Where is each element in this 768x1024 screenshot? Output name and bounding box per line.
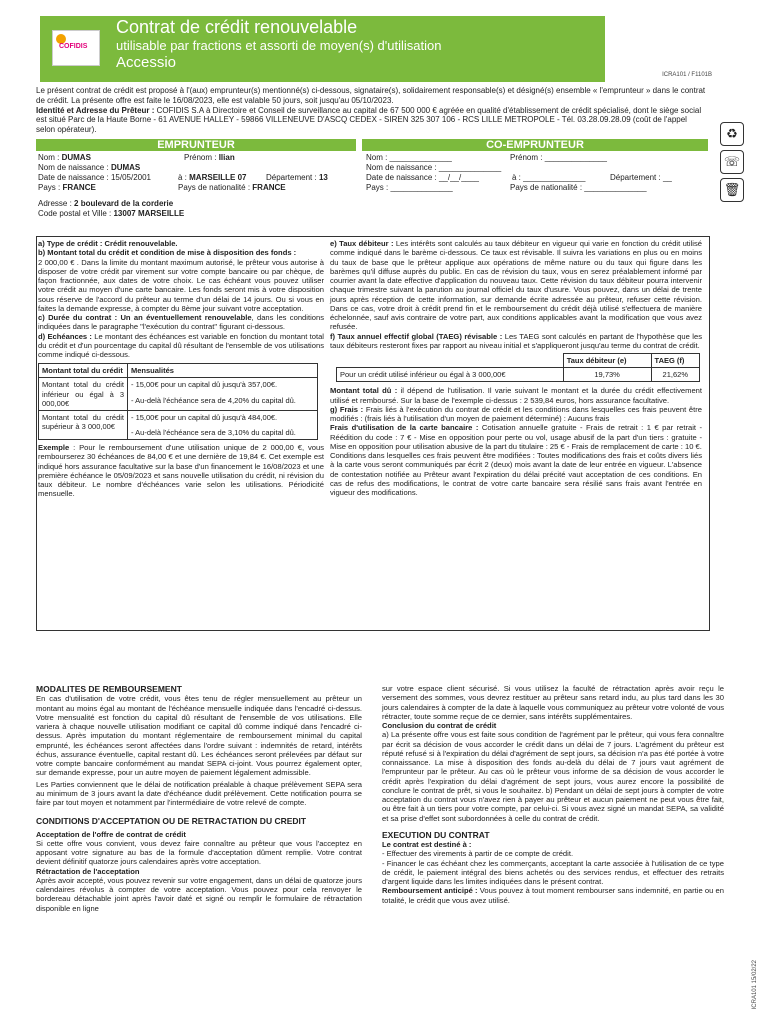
installments-header-amount: Montant total du crédit	[39, 364, 128, 378]
borrower-band: EMPRUNTEUR	[36, 139, 356, 151]
installments-header-monthly: Mensualités	[128, 364, 318, 378]
footer-code: ICRA101 15/02/22	[752, 960, 758, 1010]
lower-left-column: MODALITES DE REMBOURSEMENT En cas d'utilisation de votre crédit, vous êtes tenu de régler mensuellement au prêteur un montant au moins égal au montant de l'échéance mensuelle indiquée dans l'encadré ci-dessus. Votre mensualité est fonction du capital dû résultant de l'ensemble de vos utilisations. Elle variera à chaque nouvelle utilisation modifiant ce capital dû comme indiqué dans l'encadré ci-dessus. Après imputation du montant réglementaire de remboursement minimal du capital emprunté, les échéances seront affectées dans l'ordre suivant : indemnités de retard, intérêts échus, assurance éventuelle, capital restant dû. Les échéances seront prélevées par défaut sur votre compte bancaire conformément au mandat SEPA ci-joint. Vous pourrez également opter, sur demande expresse, pour un autre moyen de paiement légalement admissible. Les Parties conviennent que le délai de notification préalable à chaque prélèvement SEPA sera au minimum de 3 jours avant la date d'échéance dudit prélèvement. Cette notification pourra se faire par tout moyen et notamment par l'intermédiaire de votre relevé de compte. CONDITIONS D'ACCEPTATION OU DE RETRACTATION DU CREDIT Acceptation de l'offre de contrat de crédit Si cette offre vous convient, vous devez faire connaître au prêteur que vous l'acceptez en apposant votre signature au bas de la formule d'acceptation dûment remplie. Votre contrat devient définitif quatorze jours calendaires après votre acceptation. Rétractation de l'acceptation Après avoir accepté, vous pouvez revenir sur votre engagement, dans un délai de quatorze jours calendaires révolus à compter de votre acceptation. Vous pouvez pour cela renvoyer le bordereau détachable joint après l'avoir daté et signé ou remplir le formulaire de rétractation disponible en ligne	[36, 684, 362, 913]
intro-text: Le présent contrat de crédit est proposé à l'(aux) emprunteur(s) mentionné(s) ci-dessous, signataire(s), solidairement responsable(s) et désigné(s) ensemble « l'emprunteur » dans le contrat de crédit. La présente offre est faite le 16/08/2023, elle est valable 50 jours, soit jusqu'au 05/10/2023. Identité et Adresse du Prêteur : COFIDIS S.A à Directoire et Conseil de surveillance au capital de 67 500 000 € agréée en qualité d'établissement de crédit spécialisé, dont le siège social est situé Parc de la Haute Borne - 61 AVENUE HALLEY - 59866 VILLENEUVE D'ASCQ CEDEX - SIREN 325 307 106 - RCS LILLE METROPOLE - Tél. 03.28.09.28.09 (coût de l'appel selon opérateur).	[36, 86, 706, 134]
credit-left-column: a) Type de crédit : Crédit renouvelable. b) Montant total du crédit et condition de mise à disposition des fonds : 2 000,00 € . Dans la limite du montant maximum autorisé, le prêteur vous autorise à disposer de votre crédit par virement sur votre compte bancaire ou par chèque, de façon fractionnée, aux dates de votre choix. Le cas échéant vous pouvez utiliser votre crédit au moyen d'une carte bancaire. Les fonds seront mis à votre disposition sous réserve de l'accord du prêteur au terme d'un délai de 14 jours. Ou si vous en faites la demande expresse, à compter du 8ème jour suivant votre acceptation. c) Durée du contrat : Un an éventuellement renouvelable, dans les conditions indiquées dans le paragraphe "l'exécution du contrat" figurant ci-dessous. d) Echéances : Le montant des échéances est variable en fonction du montant total du crédit et d'un pourcentage du capital dû résultant de l'ensemble de vos utilisations comme indiqué ci-dessous. Montant total du crédit Mensualités Montant total du crédit inférieur ou égal à 3 000,00€ - 15,00€ pour un capital dû jusqu'à 357,00€. - Au-delà l'échéance sera de 4,20% du capital dû. Montant total du crédit supérieur à 3 000,00€ - 15,00€ pour un capital dû jusqu'à 484,00€. - Au-delà l'échéance sera de 3,10% du capital dû. Exemple : Pour le remboursement d'une utilisation unique de 2 000,00 €, vous rembourserez 30 échéances de 84,00 € et une dernière de 19,84 €. Cet exemple est indiqué hors assurance facultative sur la base d'un financement le 16/08/2023 et une première échéance le 05/09/2023 et sans nouvelle utilisation du crédit, ni révision du taux débiteur. Le nombre d'échéances varie selon les utilisations. Périodicité mensuelle.	[38, 239, 325, 499]
table-row: Pour un crédit utilisé inférieur ou égal à 3 000,00€ 19,73% 21,62%	[337, 368, 700, 382]
recycle-icon: ♻	[720, 122, 744, 146]
form-reference: ICRA101 / F1101B	[662, 72, 712, 78]
installments-table	[38, 363, 318, 440]
contract-subtitle: utilisable par fractions et assorti de moyen(s) d'utilisation	[116, 38, 442, 53]
coborrower-band: CO-EMPRUNTEUR	[362, 139, 708, 151]
rates-table: Taux débiteur (e) TAEG (f) Pour un crédit utilisé inférieur ou égal à 3 000,00€ 19,73% 21,62%	[336, 353, 700, 382]
table-row: Montant total du crédit supérieur à 3 000,00€ - 15,00€ pour un capital dû jusqu'à 484,00€. - Au-delà l'échéance sera de 3,10% du capital dû.	[39, 410, 318, 439]
trash-icon: 🗑	[720, 178, 744, 202]
credit-right-column: e) Taux débiteur : Les intérêts sont calculés au taux débiteur en vigueur qui varie en fonction du crédit utilisé comme indiqué dans le barème ci-dessous. Ce taux est révisable. Il suivra les variations en plus ou en moins du taux de base que le prêteur applique aux opérations de même nature ou du taux qui figure dans les barèmes qu'il diffuse auprès du public. En cas de révision du taux, vous en serez préalablement informé par courrier avant la date effective d'application du nouveau taux. Cette révision du taux débiteur pourra intervenir chaque trimestre suivant la parution au journal officiel du taux d'usure. Vous pouvez, dans un délai de trente jours après réception de cette information, sur demande écrite adressée au prêteur, refuser cette révision. Dans ce cas, votre droit à crédit prend fin et le remboursement du crédit déjà utilisé s'effectuera de manière échelonnée, sauf avis contraire de votre part, aux conditions applicables avant la modification que vous avez refusée. f) Taux annuel effectif global (TAEG) révisable : Les TAEG sont calculés en partant de l'hypothèse que les taux débiteurs resteront fixes par rapport au niveau initial et s'appliqueront jusqu'au terme du contrat de crédit. Taux débiteur (e) TAEG (f) Pour un crédit utilisé inférieur ou égal à 3 000,00€ 19,73% 21,62% Montant total dû : il dépend de l'utilisation. Il varie suivant le montant et la durée du crédit effectivement utilisé et remboursé. Sur la base de l'exemple ci-dessus : 2 539,84 euros, hors assurance facultative. g) Frais : Frais liés à l'exécution du contrat de crédit et les conditions dans lesquelles ces frais peuvent être modifiés : (frais liés à l'utilisation d'un moyen de paiement déterminé) : Aucuns frais Frais d'utilisation de la carte bancaire : Cotisation annuelle gratuite - Frais de retrait : 1 € par retrait - Réédition du code : 7 € - Mise en opposition pour perte ou vol, usage abusif de la part d'un tiers : gratuite - Mise en opposition pour utilisation abusive de la part du titulaire : 25 € - Frais de remplacement de carte : 10 €. Conditions dans lesquelles ces frais peuvent être modifiées : Toutes modifications des frais et coûts divers liés à la carte vous seront communiqués par écrit 2 (deux) mois avant la date de leur entrée en vigueur. L'absence de contestation notifiée au Prêteur avant l'expiration du délai précité vaut acceptation de ces conditions. En cas de refus des modifications, le contrat de votre carte bancaire sera résilié sans frais avant l'entrée en vigueur des modifications.	[330, 239, 702, 498]
borrower-block: Nom : DUMAS Prénom : Ilian Nom de naissance : DUMAS Date de naissance : 15/05/2001 à : MARSEILLE 07 Département : 13 Pays : FRANCE Pays de nationalité : FRANCE Adresse : 2 boulevard de la corderie Code postal et Ville : 13007 MARSEILLE	[38, 153, 328, 218]
contract-title: Contrat de crédit renouvelable	[116, 17, 358, 37]
table-row: Montant total du crédit inférieur ou égal à 3 000,00€ - 15,00€ pour un capital dû jusqu'à 357,00€. - Au-delà l'échéance sera de 4,20% du capital dû.	[39, 378, 318, 410]
lower-right-column: sur votre espace client sécurisé. Si vous utilisez la faculté de rétractation après avoir reçu le versement des sommes, vous devrez restituer au prêteur sans retard indu, au plus tard dans les 30 jours calendaires à compter de la date à laquelle vous communiquez au prêteur votre volonté de vous rétracter, toute somme reçue de ce dernier, sans intérêts supplémentaires. Conclusion du contrat de crédit a) La présente offre vous est faite sous condition de l'agrément par le prêteur, qui vous fera connaître par écrit sa décision de vous accorder le crédit dans un délai de 7 jours. L'agrément du prêteur est réputé refusé si à l'expiration du délai d'agrément de sept jours, sa décision n'a pas été portée à votre connaissance. La mise à disposition des fonds au-delà du délai de 7 jours vaut agrément de l'emprunteur par le prêteur. Au cas où le prêteur vous informe de sa décision de vous accorder le crédit après l'expiration du délai d'agrément de sept jours, vous aurez encore la possibilité de conclure le contrat de prêt, si vous le souhaitez. b) Pendant un délai de sept jours à compter de votre acceptation du contrat vous n'avez rien à payer au prêteur et aucun paiement ne peut vous être fait, ou être fait à un tiers pour votre compte, par celui-ci. Si vous avez signé un mandat SEPA, sa validité et sa prise d'effet sont subordonnées à celle du contrat de crédit. EXECUTION DU CONTRAT Le contrat est destiné à : - Effectuer des virements à partir de ce compte de crédit. - Financer le cas échéant chez les commerçants, acceptant la carte associée à l'utilisation de ce type de crédit, le paiement intégral des biens achetés ou des services rendus, et effectuer des retraits d'argent liquide dans les limites indiquées dans le présent contrat. Remboursement anticipé : Vous pouvez à tout moment rembourser sans indemnité, en partie ou en totalité, le crédit que vous avez utilisé.	[382, 684, 724, 905]
product-name: Accessio	[116, 54, 177, 71]
coborrower-block: Nom : ______________ Prénom : ______________ Nom de naissance : ______________ Date de naissance : __/__/____ à : ______________ Département : __ Pays : ______________ Pays de nationalité : ______________	[366, 153, 672, 192]
cofidis-logo: COFIDIS	[52, 30, 100, 66]
side-icons	[716, 118, 748, 206]
phone-icon: ☏	[720, 150, 744, 174]
